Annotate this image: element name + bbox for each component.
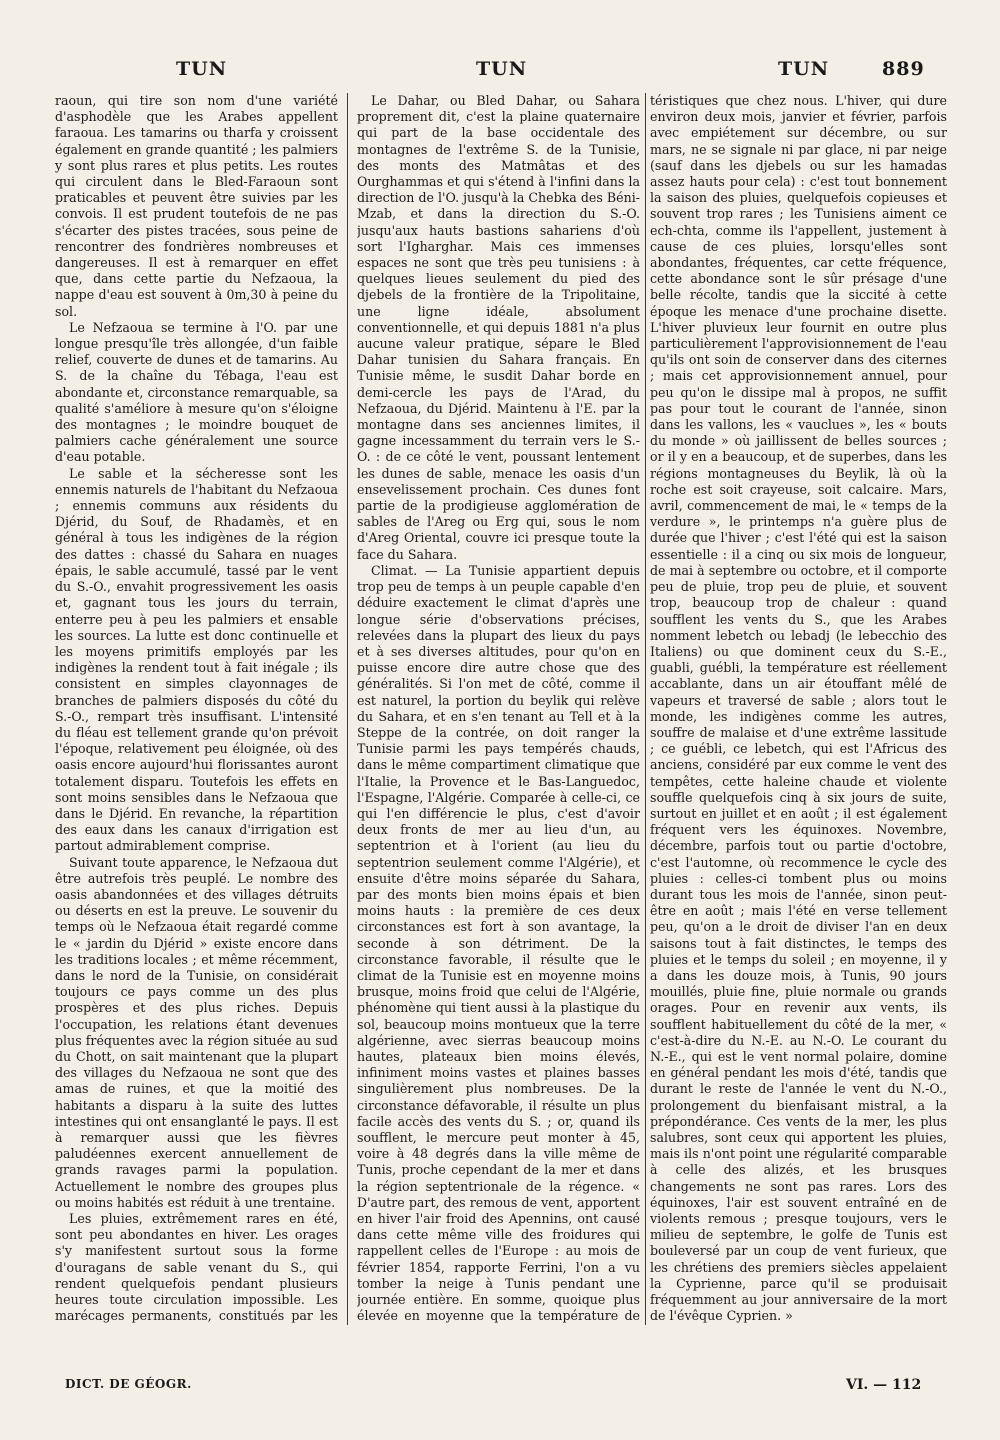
paragraph: raoun, qui tire son nom d'une variété d'asphodèle que les Arabes appellent faraoua. Les tamarins ou tharfa y croissent également en grande quantité ; les palmiers y sont plus rares et plus petits. Les routes qui circulent dans le Bled-Faraoun sont praticables et peuvent être suivies par les convois. Il est prudent toutefois de ne pas s'écarter des pistes tracées, sous peine de rencontrer des fondrières nombreuses et dangereuses. Il est à remarquer en effet que, dans cette partie du Nefzaoua, la nappe d'eau est souvent à 0m,30 à peine du sol. — [55, 93, 338, 319]
running-head-left: TUN — [176, 58, 228, 80]
footer-volume: VI. — 112 — [846, 1377, 922, 1393]
page-number: 889 — [882, 58, 925, 80]
paragraph: Le Dahar, ou Bled Dahar, ou Sahara proprement dit, c'est la plaine quaternaire qui part de la base occidentale des montagnes de l'extrême S. de la Tunisie, des monts des Matmâtas et des Ourghammas et qui s'étend à l'infini dans la direction de l'O. jusqu'à la Chebka des Béni-Mzab, et dans la direction du S.-O. jusqu'aux hauts bastions sahariens d'où sort l'Igharghar. Mais ces immenses espaces ne sont que très peu tunisiens : à quelques lieues seulement du pied des djebels de la frontière de la Tripolitaine, une ligne idéale, absolument conventionnelle, et qui depuis 1881 n'a plus aucune valeur pratique, sépare le Bled Dahar tunisien du Sahara français. En Tunisie même, le susdit Dahar borde en demi-cercle les pays de l'Arad, du Nefzaoua, du Djérid. Maintenu à l'E. par la montagne dans ses anciennes limites, il gagne incessamment du terrain vers le S.-O. : de ce côté le vent, poussant lentement les dunes de sable, menace les oasis d'un ensevelissement prochain. Ces dunes font partie de la prodigieuse agglomération de sables de l'Areg ou Erg qui, sous le nom d'Areg Oriental, couvre ici presque toute la face du Sahara. — [357, 93, 640, 562]
column-divider — [347, 93, 348, 1325]
text-column-2 — [357, 93, 640, 1325]
paragraph: Les pluies, extrêmement rares en été, sont peu abondantes en hiver. Les orages s'y manifestent surtout sous la forme d'ouragans de sable venant du S., qui rendent quelquefois pendant plusieurs heures toute circulation impossible. Les marécages permanents, constitués par les — [55, 1211, 338, 1324]
paragraph — [650, 1324, 947, 1325]
paragraph: Le Nefzaoua se termine à l'O. par une longue presqu'île très allongée, d'un faible relief, couverte de dunes et de tamarins. Au S. de la chaîne du Tébaga, l'eau est abondante et, circonstance remarquable, sa qualité s'améliore à mesure qu'on s'éloigne des montagnes ; le moindre bouquet de palmiers cache généralement une source d'eau potable. — [55, 319, 338, 465]
text-column-3 — [650, 93, 947, 1325]
column-divider — [645, 93, 646, 1325]
running-head-right: TUN — [778, 58, 830, 80]
paragraph: téristiques que chez nous. L'hiver, qui dure environ deux mois, janvier et février, parfois avec empiétement sur décembre, ou sur mars, ne se signale ni par glace, ni par neige (sauf dans les djebels ou sur les hamadas assez hauts pour cela) : c'est tout bonnement la saison des pluies, quelquefois copieuses et souvent trop rares ; les Tunisiens aiment ce ech-chta, comme ils l'appellent, justement à cause de ces pluies, lorsqu'elles sont abondantes, fréquentes, car cette fréquence, cette abondance sont le sûr présage d'une belle récolte, tandis que la siccité à cette époque les menace d'une prochaine disette. L'hiver pluvieux leur fournit en outre plus particulièrement l'approvisionnement de l'eau qu'ils ont soin de conserver dans des citernes ; mais cet approvisionnement annuel, pour peu qu'on le dissipe mal à propos, ne suffit pas pour tout le courant de l'année, sinon dans les vallons, les « vauclues », les « bouts du monde » où jaillissent de belles sources ; or il y en a beaucoup, et de superbes, dans les régions montagneuses du Beylik, là où la roche est soit crayeuse, soit calcaire. Mars, avril, commencement de mai, le « temps de la verdure », le printemps n'a guère plus de durée que l'hiver ; c'est l'été qui est la saison essentielle : il a cinq ou six mois de longueur, de mai à septembre ou octobre, et il comporte peu de pluie, trop peu de pluie, et souvent trop, beaucoup trop de chaleur : quand soufflent les vents du S., que les Arabes nomment lebetch ou lebadj (le lebecchio des Italiens) ou que dominent ceux du S.-E., guabli, guébli, la température est réellement accablante, dans un air étouffant mêlé de vapeurs et traversé de sable ; alors tout le monde, les indigènes comme les autres, souffre de malaise et d'une extrême lassitude ; ce guébli, ce lebetch, qui est l'Africus des anciens, considéré par eux comme le vent des tempêtes, cette haleine chaude et violente souffle quelquefois cinq à six jours de suite, surtout en juillet et en août ; il est également fréquent vers les équinoxes. Novembre, décembre, parfois tout ou partie d'octobre, c'est l'automne, où recommence le cycle des pluies : celles-ci tombent plus ou moins durant tous les mois de l'année, sinon peut-être en août ; mais l'été en verse tellement peu, qu'on a le droit de diviser l'an en deux saisons tout à fait distinctes, le temps des pluies et le temps du soleil ; en moyenne, il y a dans les douze mois, à Tunis, 90 jours mouillés, pluie fine, pluie normale ou grands orages. Pour en revenir aux vents, ils soufflent habituellement du côté de la mer, « c'est-à-dire du N.-E. au N.-O. Le courant du N.-E., qui est le vent normal polaire, domine en général pendant les mois d'été, tandis que durant le reste de l'année le vent du N.-O., prolongement du bienfaisant mistral, a la prépondérance. Ces vents de la mer, les plus salubres, sont ceux qui apportent les pluies, mais ils n'ont point une régularité comparable à celle des alizés, et les brusques changements ne sont pas rares. Lors des équinoxes, l'air est souvent entraîné en de violents remous ; presque toujours, vers le milieu de septembre, le golfe de Tunis est bouleversé par un coup de vent furieux, que les chrétiens des premiers siècles appelaient la Cyprienne, parce qu'il se produisait fréquemment au jour anniversaire de la mort de l'évêque Cyprien. » — [650, 93, 947, 1324]
paragraph: Climat. — La Tunisie appartient depuis trop peu de temps à un peuple capable d'en déduire exactement le climat d'après une longue série d'observations précises, relevées dans la plupart des lieux du pays et à ses diverses altitudes, pour qu'on en puisse encore dire autre chose que des généralités. Si l'on met de côté, comme il est naturel, la portion du beylik qui relève du Sahara, et en s'en tenant au Tell et à la Steppe de la contrée, on doit ranger la Tunisie parmi les pays tempérés chauds, dans le même compartiment climatique que l'Italie, la Provence et le Bas-Languedoc, l'Espagne, l'Algérie. Comparée à celle-ci, ce qui l'en différencie le plus, c'est d'avoir deux fronts de mer au lieu d'un, au septentrion et à l'orient (au lieu du septentrion seulement comme l'Algérie), et ensuite d'être moins séparée du Sahara, par des monts bien moins épais et bien moins hauts : la première de ces deux circonstances est fort à son avantage, la seconde à son détriment. De la circonstance favorable, il résulte que le climat de la Tunisie est en moyenne moins brusque, moins froid que celui de l'Algérie, phénomène qui tient aussi à la plastique du sol, beaucoup moins montueux que la terre algérienne, avec sierras beaucoup moins hautes, plateaux bien moins élevés, infiniment moins vastes et plaines basses singulièrement plus nombreuses. De la circonstance défavorable, il résulte un plus facile accès des vents du S. ; or, quand ils soufflent, le mercure peut monter à 45, voire à 48 degrés dans la ville même de Tunis, proche cependant de la mer et dans la région septentrionale de la régence. « D'autre part, des remous de vent, apportent en hiver l'air froid des Apennins, ont causé dans cette même ville des froidures qui rappellent celles de l'Europe : au mois de février 1854, rapporte Ferrini, l'on a vu tomber la neige à Tunis pendant une journée entière. En somme, quoique plus élevée en moyenne que la température de — [357, 562, 640, 1324]
paragraph: Suivant toute apparence, le Nefzaoua dut être autrefois très peuplé. Le nombre des oasis abandonnées et des villages détruits ou déserts en est la preuve. Le souvenir du temps où le Nefzaoua était regardé comme le « jardin du Djérid » existe encore dans les traditions locales ; et même récemment, dans le nord de la Tunisie, on considérait toujours ce pays comme un des plus prospères et des plus riches. Depuis l'occupation, les relations étant devenues plus fréquentes avec la région située au sud du Chott, on sait maintenant que la plupart des villages du Nefzaoua ne sont que des amas de ruines, et que la moitié des habitants a disparu à la suite des luttes intestines qui ont ensanglanté le pays. Il est à remarquer aussi que les fièvres paludéennes exercent annuellement de grands ravages parmi la population. Actuellement le nombre des groupes plus ou moins habités est réduit à une trentaine. — [55, 854, 338, 1210]
running-head-center: TUN — [476, 58, 528, 80]
paragraph: Le sable et la sécheresse sont les ennemis naturels de l'habitant du Nefzaoua ; ennemis communs aux résidents du Djérid, du Souf, de Rhadamès, et en général à tous les indigènes de la région des dattes : chassé du Sahara en nuages épais, le sable accumulé, tassé par le vent du S.-O., envahit progressivement les oasis et, gagnant tous les jours du terrain, enterre peu à peu les palmiers et ensable les sources. La lutte est donc continuelle et les moyens primitifs employés par les indigènes la rendent tout à fait inégale ; ils consistent en simples clayonnages de branches de palmiers disposés du côté du S.-O., rempart très insuffisant. L'intensité du fléau est tellement grande qu'on prévoit l'époque, relativement peu éloignée, où des oasis encore aujourd'hui florissantes auront totalement disparu. Toutefois les effets en sont moins sensibles dans le Nefzaoua que dans le Djérid. En revanche, la répartition des eaux dans les canaux d'irrigation est partout admirablement comprise. — [55, 465, 338, 854]
text-column-1 — [55, 93, 338, 1325]
footer-source: DICT. DE GÉOGR. — [65, 1377, 192, 1391]
